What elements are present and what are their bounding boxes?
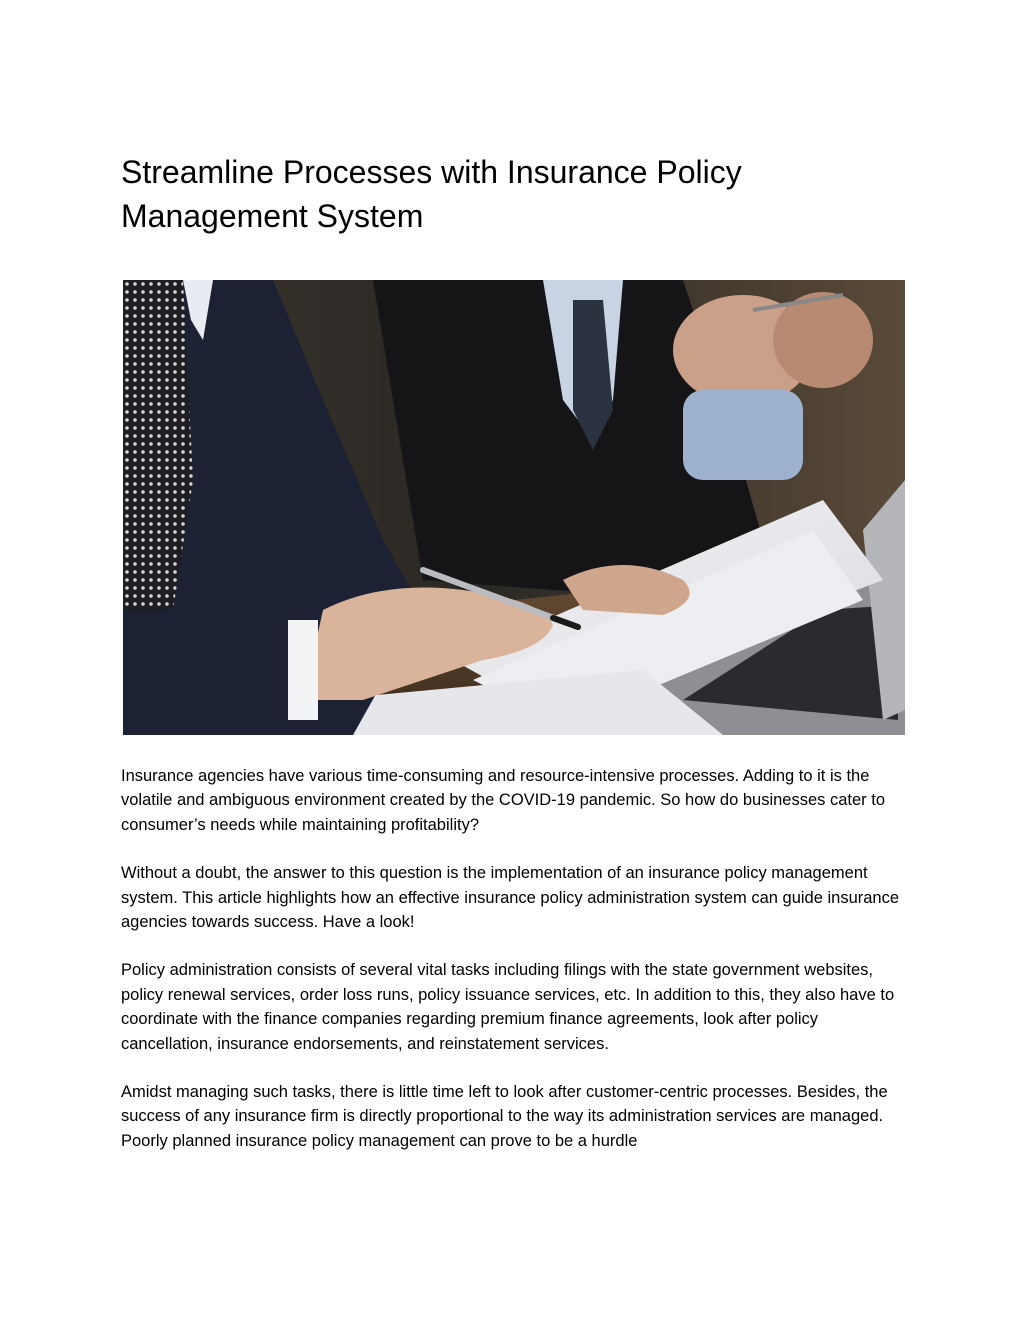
article-body	[121, 764, 906, 1177]
paragraph-3: Policy administration consists of several vital tasks including filings with the state government websites, policy renewal services, order loss runs, policy issuance services, etc. In addition to this, they also have to coordinate with the finance companies regarding premium finance agreements, look after policy cancellation, insurance endorsements, and reinstatement services.	[121, 961, 895, 1053]
page-title: Streamline Processes with Insurance Policy Management System	[121, 154, 742, 234]
paragraph-2: Without a doubt, the answer to this question is the implementation of an insurance policy management system. This article highlights how an effective insurance policy administration system can guide insurance agencies towards success. Have a look!	[121, 864, 900, 932]
paragraph-1: Insurance agencies have various time-consuming and resource-intensive processes. Adding to it is the volatile and ambiguous environment created by the COVID-19 pandemic. So how do businesses cater to consumer’s needs while maintaining profitability?	[121, 767, 886, 834]
paragraph-4: Amidst managing such tasks, there is little time left to look after customer-centric processes. Besides, the success of any insurance firm is directly proportional to the way its administration services are managed. Poorly planned insurance policy management can prove to be a hurdle	[121, 1083, 888, 1150]
business-meeting-photo	[123, 280, 905, 735]
